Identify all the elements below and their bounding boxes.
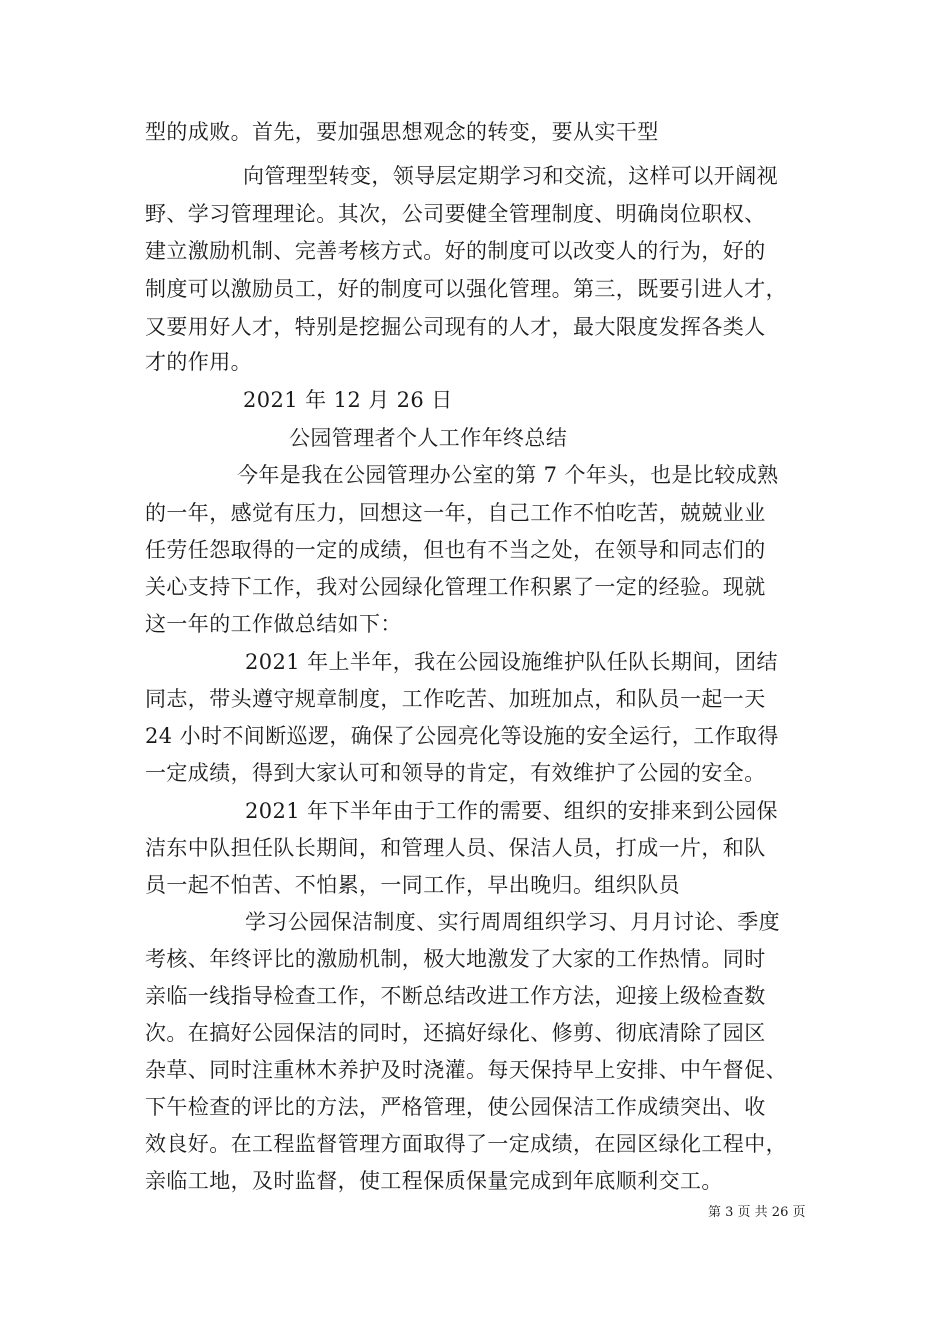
text-line: 效良好。在工程监督管理方面取得了一定成绩，在园区绿化工程中， (145, 1132, 787, 1156)
text-line: 向管理型转变，领导层定期学习和交流，这样可以开阔视 (243, 164, 778, 188)
text-line: 24 小时不间断巡逻，确保了公园亮化等设施的安全运行，工作取得 (145, 724, 779, 748)
text-line: 建立激励机制、完善考核方式。好的制度可以改变人的行为，好的 (145, 239, 766, 263)
text-line: 制度可以激励员工，好的制度可以强化管理。第三，既要引进人才， (145, 277, 787, 301)
text-line: 下午检查的评比的方法，严格管理，使公园保洁工作成绩突出、收 (145, 1095, 766, 1119)
text-line: 同志，带头遵守规章制度，工作吃苦、加班加点，和队员一起一天 (145, 687, 766, 711)
text-line: 杂草、同时注重林木养护及时浇灌。每天保持早上安排、中午督促、 (145, 1058, 787, 1082)
text-line: 型的成败。首先，要加强思想观念的转变，要从实干型 (145, 120, 659, 144)
text-line: 考核、年终评比的激励机制，极大地激发了大家的工作热情。同时 (145, 947, 766, 971)
text-line: 洁东中队担任队长期间，和管理人员、保洁人员，打成一片，和队 (145, 836, 766, 860)
text-line: 又要用好人才，特别是挖掘公司现有的人才，最大限度发挥各类人 (145, 315, 766, 339)
text-line: 关心支持下工作，我对公园绿化管理工作积累了一定的经验。现就 (145, 575, 766, 599)
text-line: 2021 年上半年，我在公园设施维护队任队长期间，团结 (245, 650, 778, 674)
text-line: 这一年的工作做总结如下： (145, 612, 402, 636)
text-line: 野、学习管理理论。其次，公司要健全管理制度、明确岗位职权、 (145, 202, 766, 226)
section-title: 公园管理者个人工作年终总结 (289, 426, 568, 450)
text-line: 今年是我在公园管理办公室的第 7 个年头，也是比较成熟 (237, 463, 779, 487)
text-line: 2021 年下半年由于工作的需要、组织的安排来到公园保 (245, 799, 778, 823)
text-line: 一定成绩，得到大家认可和领导的肯定，有效维护了公园的安全。 (145, 761, 766, 785)
text-line: 学习公园保洁制度、实行周周组织学习、月月讨论、季度 (245, 910, 780, 934)
text-line: 亲临工地，及时监督，使工程保质保量完成到年底顺利交工。 (145, 1169, 723, 1193)
text-line: 次。在搞好公园保洁的同时，还搞好绿化、修剪、彻底清除了园区 (145, 1021, 766, 1045)
text-line: 亲临一线指导检查工作，不断总结改进工作方法，迎接上级检查数 (145, 984, 766, 1008)
text-line: 才的作用。 (145, 350, 252, 374)
text-line: 的一年，感觉有压力，回想这一年，自己工作不怕吃苦，兢兢业业 (145, 501, 766, 525)
text-line: 员一起不怕苦、不怕累，一同工作，早出晚归。组织队员 (145, 873, 680, 897)
page-number: 第 3 页 共 26 页 (708, 1205, 806, 1220)
text-line: 任劳任怨取得的一定的成绩，但也有不当之处，在领导和同志们的 (145, 538, 766, 562)
date-line: 2021 年 12 月 26 日 (243, 388, 453, 412)
